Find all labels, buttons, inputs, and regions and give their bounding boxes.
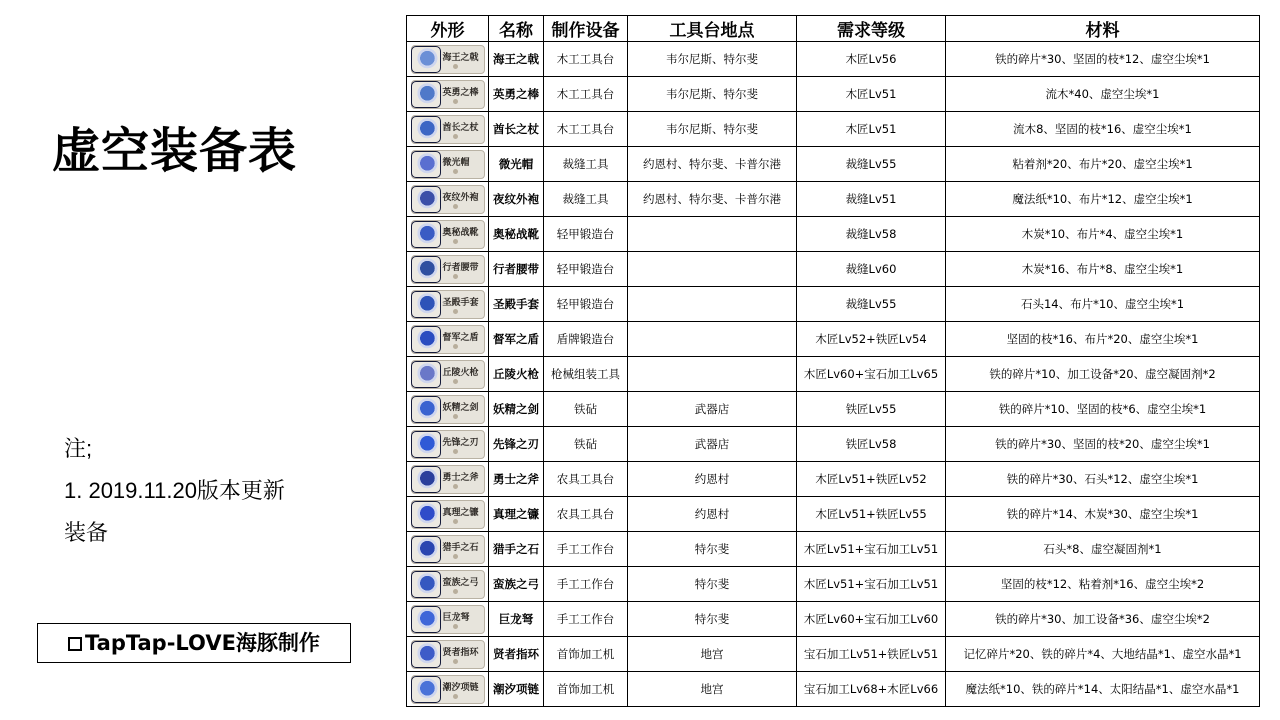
item-thumbnail — [409, 43, 487, 76]
trident-icon — [411, 46, 441, 73]
cell-location: 特尔斐 — [628, 532, 797, 567]
cell-materials: 铁的碎片*10、坚固的枝*6、虚空尘埃*1 — [946, 392, 1260, 427]
cell-appearance — [407, 182, 489, 217]
header-appearance: 外形 — [407, 16, 489, 42]
cell-name: 先锋之刃 — [489, 427, 544, 462]
table-row — [407, 567, 1260, 602]
cell-location: 特尔斐 — [628, 567, 797, 602]
checkbox-icon — [68, 637, 82, 651]
cell-level: 木匠Lv51+宝石加工Lv51 — [797, 532, 946, 567]
cell-materials: 铁的碎片*14、木炭*30、虚空尘埃*1 — [946, 497, 1260, 532]
cell-device: 轻甲锻造台 — [544, 252, 628, 287]
thumbnail-label: 微光帽 — [442, 157, 470, 168]
table-row — [407, 462, 1260, 497]
item-thumbnail — [409, 393, 487, 426]
table-row — [407, 252, 1260, 287]
item-thumbnail — [409, 603, 487, 636]
thumbnail-dot — [453, 309, 458, 314]
table-row — [407, 427, 1260, 462]
thumbnail-label: 先锋之刃 — [442, 437, 479, 448]
cell-appearance — [407, 427, 489, 462]
table-row — [407, 217, 1260, 252]
cell-device: 木工工具台 — [544, 112, 628, 147]
thumbnail-label: 蛮族之弓 — [442, 577, 479, 588]
cell-materials: 木炭*10、布片*4、虚空尘埃*1 — [946, 217, 1260, 252]
cell-appearance — [407, 462, 489, 497]
cell-location — [628, 252, 797, 287]
thumbnail-label: 巨龙弩 — [442, 612, 470, 623]
cell-level: 裁缝Lv55 — [797, 147, 946, 182]
thumbnail-dot — [453, 134, 458, 139]
thumbnail-label: 督军之盾 — [442, 332, 479, 343]
cell-location — [628, 357, 797, 392]
thumbnail-dot — [453, 414, 458, 419]
thumbnail-label: 真理之镰 — [442, 507, 479, 518]
cell-device: 轻甲锻造台 — [544, 217, 628, 252]
thumbnail-dot — [453, 519, 458, 524]
item-thumbnail — [409, 428, 487, 461]
thumbnail-label: 贤者指环 — [442, 647, 479, 658]
cell-location: 约恩村、特尔斐、卡普尔港 — [628, 147, 797, 182]
item-thumbnail — [409, 288, 487, 321]
cell-appearance — [407, 532, 489, 567]
item-thumbnail — [409, 358, 487, 391]
item-thumbnail — [409, 253, 487, 286]
cell-appearance — [407, 147, 489, 182]
notes-item-1: 1. 2019.11.20版本更新 — [64, 478, 285, 503]
ring-icon — [411, 641, 441, 668]
thumbnail-dot — [453, 99, 458, 104]
cell-location: 韦尔尼斯、特尔斐 — [628, 112, 797, 147]
cell-materials: 流木8、坚固的枝*16、虚空尘埃*1 — [946, 112, 1260, 147]
cell-location: 韦尔尼斯、特尔斐 — [628, 42, 797, 77]
glove-icon — [411, 291, 441, 318]
scythe-icon — [411, 501, 441, 528]
thumbnail-label: 奥秘战靴 — [442, 227, 479, 238]
thumbnail-dot — [453, 659, 458, 664]
thumbnail-label: 英勇之棒 — [442, 87, 479, 98]
cell-name: 猎手之石 — [489, 532, 544, 567]
cell-level: 木匠Lv51+铁匠Lv55 — [797, 497, 946, 532]
cell-location: 武器店 — [628, 392, 797, 427]
table-row — [407, 532, 1260, 567]
cell-materials: 铁的碎片*10、加工设备*20、虚空凝固剂*2 — [946, 357, 1260, 392]
thumbnail-dot — [453, 274, 458, 279]
cell-materials: 流木*40、虚空尘埃*1 — [946, 77, 1260, 112]
cell-name: 微光帽 — [489, 147, 544, 182]
cell-location: 约恩村 — [628, 497, 797, 532]
thumbnail-dot — [453, 624, 458, 629]
belt-icon — [411, 256, 441, 283]
thumbnail-label: 勇士之斧 — [442, 472, 479, 483]
thumbnail-label: 圣殿手套 — [442, 297, 479, 308]
item-thumbnail — [409, 113, 487, 146]
item-thumbnail — [409, 568, 487, 601]
cell-level: 宝石加工Lv51+铁匠Lv51 — [797, 637, 946, 672]
item-thumbnail — [409, 323, 487, 356]
table-row — [407, 112, 1260, 147]
cell-name: 圣殿手套 — [489, 287, 544, 322]
table-row — [407, 392, 1260, 427]
thumbnail-label: 行者腰带 — [442, 262, 479, 273]
cell-appearance — [407, 112, 489, 147]
credit-box — [37, 623, 351, 663]
cell-materials: 坚固的枝*16、布片*20、虚空尘埃*1 — [946, 322, 1260, 357]
table-row — [407, 602, 1260, 637]
cell-name: 酋长之杖 — [489, 112, 544, 147]
cell-appearance — [407, 42, 489, 77]
cell-location — [628, 287, 797, 322]
cell-name: 行者腰带 — [489, 252, 544, 287]
thumbnail-label: 潮汐项链 — [442, 682, 479, 693]
item-thumbnail — [409, 463, 487, 496]
cell-materials: 魔法纸*10、铁的碎片*14、太阳结晶*1、虚空水晶*1 — [946, 672, 1260, 707]
item-thumbnail — [409, 78, 487, 111]
cell-name: 巨龙弩 — [489, 602, 544, 637]
equipment-table — [406, 15, 1260, 707]
cell-appearance — [407, 217, 489, 252]
cell-appearance — [407, 322, 489, 357]
thumbnail-dot — [453, 204, 458, 209]
cell-device: 铁砧 — [544, 392, 628, 427]
cell-materials: 铁的碎片*30、坚固的枝*20、虚空尘埃*1 — [946, 427, 1260, 462]
item-thumbnail — [409, 533, 487, 566]
cell-materials: 记忆碎片*20、铁的碎片*4、大地结晶*1、虚空水晶*1 — [946, 637, 1260, 672]
table-row — [407, 77, 1260, 112]
cell-location: 韦尔尼斯、特尔斐 — [628, 77, 797, 112]
cell-device: 轻甲锻造台 — [544, 287, 628, 322]
thumbnail-dot — [453, 64, 458, 69]
cell-name: 潮汐项链 — [489, 672, 544, 707]
cell-location: 特尔斐 — [628, 602, 797, 637]
cell-device: 裁缝工具 — [544, 147, 628, 182]
header-name: 名称 — [489, 16, 544, 42]
cell-device: 手工工作台 — [544, 567, 628, 602]
cell-appearance — [407, 672, 489, 707]
boots-icon — [411, 221, 441, 248]
sword-icon — [411, 396, 441, 423]
thumbnail-dot — [453, 379, 458, 384]
thumbnail-label: 夜纹外袍 — [442, 192, 479, 203]
cell-materials: 粘着剂*20、布片*20、虚空尘埃*1 — [946, 147, 1260, 182]
notes-heading: 注; — [64, 436, 93, 461]
cell-device: 农具工具台 — [544, 497, 628, 532]
page-title: 虚空装备表 — [52, 123, 298, 179]
table-row — [407, 147, 1260, 182]
thumbnail-dot — [453, 239, 458, 244]
thumbnail-dot — [453, 484, 458, 489]
cell-location: 地宫 — [628, 672, 797, 707]
cell-level: 木匠Lv51 — [797, 112, 946, 147]
hat-icon — [411, 151, 441, 178]
cell-appearance — [407, 637, 489, 672]
blade-icon — [411, 431, 441, 458]
table-row — [407, 497, 1260, 532]
thumbnail-label: 海王之戟 — [442, 52, 479, 63]
bow-icon — [411, 571, 441, 598]
thumbnail-dot — [453, 589, 458, 594]
cell-device: 盾牌锻造台 — [544, 322, 628, 357]
thumbnail-label: 丘陵火枪 — [442, 367, 479, 378]
item-thumbnail — [409, 218, 487, 251]
cell-device: 手工工作台 — [544, 532, 628, 567]
thumbnail-dot — [453, 449, 458, 454]
scepter-icon — [411, 116, 441, 143]
cell-name: 妖精之剑 — [489, 392, 544, 427]
cell-level: 木匠Lv52+铁匠Lv54 — [797, 322, 946, 357]
cell-level: 裁缝Lv58 — [797, 217, 946, 252]
table-row — [407, 182, 1260, 217]
cell-level: 铁匠Lv58 — [797, 427, 946, 462]
cell-device: 首饰加工机 — [544, 672, 628, 707]
axe-icon — [411, 466, 441, 493]
thumbnail-label: 猎手之石 — [442, 542, 479, 553]
cell-materials: 铁的碎片*30、加工设备*36、虚空尘埃*2 — [946, 602, 1260, 637]
robe-icon — [411, 186, 441, 213]
cell-level: 裁缝Lv51 — [797, 182, 946, 217]
header-location: 工具台地点 — [628, 16, 797, 42]
cell-level: 裁缝Lv60 — [797, 252, 946, 287]
cell-materials: 石头*8、虚空凝固剂*1 — [946, 532, 1260, 567]
cell-level: 木匠Lv60+宝石加工Lv60 — [797, 602, 946, 637]
thumbnail-dot — [453, 344, 458, 349]
table-header-row — [407, 16, 1260, 42]
cell-level: 裁缝Lv55 — [797, 287, 946, 322]
cell-materials: 石头14、布片*10、虚空尘埃*1 — [946, 287, 1260, 322]
cell-name: 督军之盾 — [489, 322, 544, 357]
cell-appearance — [407, 252, 489, 287]
cell-name: 夜纹外袍 — [489, 182, 544, 217]
item-thumbnail — [409, 673, 487, 706]
notes-item-1-cont: 装备 — [64, 520, 109, 545]
header-level: 需求等级 — [797, 16, 946, 42]
cell-device: 裁缝工具 — [544, 182, 628, 217]
cell-materials: 坚固的枝*12、粘着剂*16、虚空尘埃*2 — [946, 567, 1260, 602]
cell-materials: 木炭*16、布片*8、虚空尘埃*1 — [946, 252, 1260, 287]
cell-device: 铁砧 — [544, 427, 628, 462]
item-thumbnail — [409, 183, 487, 216]
table-row — [407, 637, 1260, 672]
cell-appearance — [407, 602, 489, 637]
cell-appearance — [407, 77, 489, 112]
cell-level: 木匠Lv51+铁匠Lv52 — [797, 462, 946, 497]
cell-level: 铁匠Lv55 — [797, 392, 946, 427]
cell-name: 丘陵火枪 — [489, 357, 544, 392]
thumbnail-dot — [453, 694, 458, 699]
table-row — [407, 322, 1260, 357]
item-thumbnail — [409, 498, 487, 531]
item-thumbnail — [409, 148, 487, 181]
thumbnail-label: 妖精之剑 — [442, 402, 479, 413]
cell-name: 英勇之棒 — [489, 77, 544, 112]
shield-icon — [411, 326, 441, 353]
notes — [64, 428, 334, 554]
cell-location: 地宫 — [628, 637, 797, 672]
cell-level: 木匠Lv51 — [797, 77, 946, 112]
cell-level: 木匠Lv60+宝石加工Lv65 — [797, 357, 946, 392]
cell-appearance — [407, 357, 489, 392]
credit-text: TapTap-LOVE海豚制作 — [85, 631, 320, 655]
cell-level: 木匠Lv51+宝石加工Lv51 — [797, 567, 946, 602]
necklace-icon — [411, 676, 441, 703]
gun-icon — [411, 361, 441, 388]
cell-location: 武器店 — [628, 427, 797, 462]
header-device: 制作设备 — [544, 16, 628, 42]
cell-appearance — [407, 392, 489, 427]
cell-device: 农具工具台 — [544, 462, 628, 497]
item-thumbnail — [409, 638, 487, 671]
cell-name: 奥秘战靴 — [489, 217, 544, 252]
cell-device: 手工工作台 — [544, 602, 628, 637]
cell-location — [628, 322, 797, 357]
cell-name: 蛮族之弓 — [489, 567, 544, 602]
thumbnail-dot — [453, 169, 458, 174]
cell-level: 宝石加工Lv68+木匠Lv66 — [797, 672, 946, 707]
crossbow-icon — [411, 606, 441, 633]
cell-name: 真理之镰 — [489, 497, 544, 532]
table-row — [407, 672, 1260, 707]
cell-level: 木匠Lv56 — [797, 42, 946, 77]
thumbnail-label: 酋长之杖 — [442, 122, 479, 133]
cell-device: 枪械组装工具 — [544, 357, 628, 392]
cell-device: 木工工具台 — [544, 77, 628, 112]
cell-device: 木工工具台 — [544, 42, 628, 77]
cell-location: 约恩村 — [628, 462, 797, 497]
cell-name: 勇士之斧 — [489, 462, 544, 497]
cell-name: 海王之戟 — [489, 42, 544, 77]
cell-materials: 铁的碎片*30、石头*12、虚空尘埃*1 — [946, 462, 1260, 497]
header-materials: 材料 — [946, 16, 1260, 42]
cell-location — [628, 217, 797, 252]
thumbnail-dot — [453, 554, 458, 559]
cell-materials: 铁的碎片*30、坚固的枝*12、虚空尘埃*1 — [946, 42, 1260, 77]
stone-icon — [411, 536, 441, 563]
cell-appearance — [407, 497, 489, 532]
cell-name: 贤者指环 — [489, 637, 544, 672]
cell-location: 约恩村、特尔斐、卡普尔港 — [628, 182, 797, 217]
staff-icon — [411, 81, 441, 108]
cell-device: 首饰加工机 — [544, 637, 628, 672]
table-row — [407, 42, 1260, 77]
cell-appearance — [407, 567, 489, 602]
cell-appearance — [407, 287, 489, 322]
cell-materials: 魔法纸*10、布片*12、虚空尘埃*1 — [946, 182, 1260, 217]
table-row — [407, 287, 1260, 322]
table-row — [407, 357, 1260, 392]
